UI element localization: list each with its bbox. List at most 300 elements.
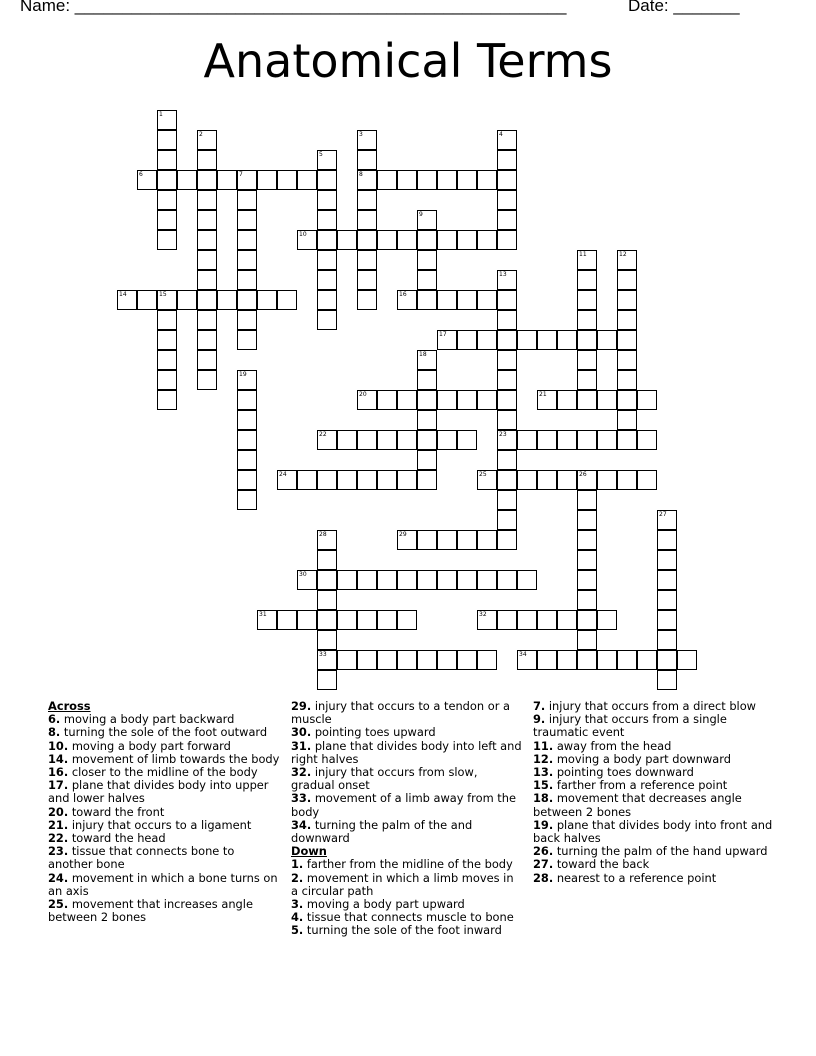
grid-cell[interactable]	[357, 210, 377, 230]
grid-cell[interactable]	[457, 330, 477, 350]
grid-cell[interactable]	[337, 230, 357, 250]
grid-cell[interactable]	[197, 190, 217, 210]
grid-cell[interactable]	[497, 530, 517, 550]
clue-number: 3.	[291, 897, 304, 912]
grid-cell[interactable]	[357, 290, 377, 310]
grid-cell[interactable]	[297, 610, 317, 630]
grid-cell[interactable]	[617, 290, 637, 310]
clue-number: 11.	[533, 738, 554, 753]
clue-text: pointing toes upward	[314, 725, 436, 740]
grid-cell[interactable]	[537, 430, 557, 450]
clue-text: injury that occurs from a single traumatic event	[533, 712, 727, 740]
clue-item	[291, 792, 523, 818]
grid-cell[interactable]	[337, 430, 357, 450]
grid-cell[interactable]	[477, 530, 497, 550]
grid-cell[interactable]	[517, 430, 537, 450]
down-clue-list-continued	[533, 700, 773, 885]
clue-item	[48, 845, 280, 871]
grid-cell[interactable]	[617, 470, 637, 490]
clue-text: movement that increases angle between 2 bones	[48, 897, 253, 925]
grid-cell[interactable]	[417, 250, 437, 270]
grid-cell[interactable]	[437, 390, 457, 410]
grid-cell[interactable]	[617, 350, 637, 370]
grid-cell[interactable]	[417, 370, 437, 390]
grid-cell[interactable]	[497, 350, 517, 370]
grid-cell[interactable]	[637, 430, 657, 450]
clue-text: moving a body part forward	[71, 738, 231, 753]
grid-cell[interactable]	[177, 170, 197, 190]
clue-number: 34.	[291, 817, 312, 832]
grid-cell[interactable]	[237, 410, 257, 430]
clue-item	[533, 819, 773, 845]
grid-cell[interactable]	[497, 170, 517, 190]
grid-cell[interactable]	[197, 250, 217, 270]
grid-cell[interactable]	[397, 170, 417, 190]
grid-cell[interactable]	[277, 610, 297, 630]
grid-cell[interactable]	[597, 430, 617, 450]
grid-cell[interactable]	[157, 350, 177, 370]
grid-cell[interactable]	[617, 270, 637, 290]
clue-number-label: 12	[619, 251, 627, 258]
across-clue-list	[48, 713, 280, 924]
clue-text: tissue that connects muscle to bone	[306, 910, 514, 925]
grid-cell[interactable]	[457, 570, 477, 590]
grid-cell[interactable]	[237, 290, 257, 310]
grid-cell[interactable]	[617, 650, 637, 670]
grid-cell[interactable]	[357, 230, 377, 250]
clue-number-label: 14	[119, 291, 127, 298]
grid-cell[interactable]	[197, 290, 217, 310]
grid-cell[interactable]	[497, 390, 517, 410]
clue-number-label: 18	[419, 351, 427, 358]
grid-cell[interactable]	[657, 610, 677, 630]
grid-cell[interactable]	[537, 650, 557, 670]
clue-number-label: 17	[439, 331, 447, 338]
clue-number: 21.	[48, 817, 69, 832]
grid-cell[interactable]	[157, 330, 177, 350]
grid-cell[interactable]	[577, 550, 597, 570]
grid-cell[interactable]	[357, 470, 377, 490]
grid-cell[interactable]	[497, 570, 517, 590]
clue-number-label: 10	[299, 231, 307, 238]
clue-text: farther from a reference point	[556, 778, 728, 793]
clue-number: 6.	[48, 712, 61, 727]
grid-cell[interactable]	[557, 610, 577, 630]
grid-cell[interactable]	[277, 290, 297, 310]
grid-cell[interactable]	[397, 390, 417, 410]
grid-cell[interactable]	[497, 310, 517, 330]
grid-cell[interactable]	[617, 390, 637, 410]
grid-cell[interactable]	[417, 410, 437, 430]
clue-number: 2.	[291, 870, 304, 885]
grid-cell[interactable]	[157, 170, 177, 190]
grid-cell[interactable]	[657, 570, 677, 590]
grid-cell[interactable]	[557, 650, 577, 670]
grid-cell[interactable]	[617, 310, 637, 330]
grid-cell[interactable]	[417, 570, 437, 590]
clue-number: 33.	[291, 791, 312, 806]
grid-cell[interactable]	[397, 430, 417, 450]
grid-cell[interactable]	[597, 330, 617, 350]
grid-cell[interactable]	[157, 370, 177, 390]
grid-cell[interactable]	[437, 230, 457, 250]
clue-number: 14.	[48, 751, 69, 766]
grid-cell[interactable]	[197, 330, 217, 350]
grid-cell[interactable]	[197, 350, 217, 370]
grid-cell[interactable]	[657, 550, 677, 570]
grid-cell[interactable]	[677, 650, 697, 670]
grid-cell[interactable]	[397, 230, 417, 250]
clue-number-label: 8	[359, 171, 363, 178]
grid-cell[interactable]	[557, 390, 577, 410]
grid-cell[interactable]	[597, 610, 617, 630]
grid-cell[interactable]	[657, 590, 677, 610]
grid-cell[interactable]	[457, 170, 477, 190]
clue-text: tissue that connects bone to another bone	[48, 844, 235, 872]
grid-cell[interactable]	[357, 150, 377, 170]
grid-cell[interactable]	[177, 290, 197, 310]
grid-cell[interactable]	[197, 170, 217, 190]
grid-cell[interactable]	[637, 390, 657, 410]
grid-cell[interactable]	[457, 230, 477, 250]
grid-cell[interactable]	[537, 470, 557, 490]
clue-number: 16.	[48, 765, 69, 780]
grid-cell[interactable]	[317, 210, 337, 230]
grid-cell[interactable]	[137, 290, 157, 310]
grid-cell[interactable]	[497, 490, 517, 510]
down-heading: Down	[291, 844, 327, 859]
grid-cell[interactable]	[357, 250, 377, 270]
grid-cell[interactable]	[237, 490, 257, 510]
grid-cell[interactable]	[557, 470, 577, 490]
clue-number-label: 21	[539, 391, 547, 398]
across-heading: Across	[48, 699, 91, 713]
clue-number: 32.	[291, 765, 312, 780]
grid-cell[interactable]	[397, 650, 417, 670]
clue-text: toward the back	[556, 857, 650, 872]
grid-cell[interactable]	[617, 430, 637, 450]
grid-cell[interactable]	[377, 430, 397, 450]
clue-number: 8.	[48, 725, 61, 740]
grid-cell[interactable]	[237, 230, 257, 250]
grid-cell[interactable]	[237, 270, 257, 290]
clue-number-label: 5	[319, 151, 323, 158]
grid-cell[interactable]	[217, 170, 237, 190]
clue-number: 10.	[48, 738, 69, 753]
grid-cell[interactable]	[237, 210, 257, 230]
clue-text: movement in which a limb moves in a circular path	[291, 870, 514, 898]
grid-cell[interactable]	[197, 210, 217, 230]
grid-cell[interactable]	[317, 630, 337, 650]
grid-cell[interactable]	[497, 150, 517, 170]
grid-cell[interactable]	[317, 230, 337, 250]
clue-number: 20.	[48, 804, 69, 819]
grid-cell[interactable]	[417, 170, 437, 190]
grid-cell[interactable]	[577, 630, 597, 650]
grid-cell[interactable]	[157, 230, 177, 250]
grid-cell[interactable]	[437, 650, 457, 670]
clue-text: turning the sole of the foot outward	[63, 725, 268, 740]
grid-cell[interactable]	[497, 610, 517, 630]
grid-cell[interactable]	[497, 370, 517, 390]
grid-cell[interactable]	[317, 270, 337, 290]
grid-cell[interactable]	[657, 650, 677, 670]
grid-cell[interactable]	[657, 530, 677, 550]
grid-cell[interactable]	[577, 370, 597, 390]
clue-number-label: 19	[239, 371, 247, 378]
down-clue-list	[291, 858, 523, 937]
grid-cell[interactable]	[477, 330, 497, 350]
clue-text: injury that occurs from slow, gradual onset	[291, 765, 478, 793]
grid-cell[interactable]	[457, 430, 477, 450]
grid-cell[interactable]	[637, 470, 657, 490]
grid-cell[interactable]	[197, 310, 217, 330]
grid-cell[interactable]	[497, 230, 517, 250]
grid-cell[interactable]	[537, 610, 557, 630]
grid-cell[interactable]	[397, 470, 417, 490]
clue-number: 7.	[533, 699, 546, 713]
grid-cell[interactable]	[317, 290, 337, 310]
grid-cell[interactable]	[237, 430, 257, 450]
grid-cell[interactable]	[157, 190, 177, 210]
grid-cell[interactable]	[437, 290, 457, 310]
clue-number: 1.	[291, 857, 304, 872]
grid-cell[interactable]	[497, 450, 517, 470]
grid-cell[interactable]	[497, 330, 517, 350]
grid-cell[interactable]	[237, 390, 257, 410]
grid-cell[interactable]	[517, 570, 537, 590]
grid-cell[interactable]	[517, 610, 537, 630]
grid-cell[interactable]	[617, 330, 637, 350]
grid-cell[interactable]	[477, 170, 497, 190]
clue-number-label: 33	[319, 651, 327, 658]
grid-cell[interactable]	[337, 570, 357, 590]
grid-cell[interactable]	[577, 310, 597, 330]
grid-cell[interactable]	[417, 450, 437, 470]
grid-cell[interactable]	[437, 170, 457, 190]
grid-cell[interactable]	[437, 570, 457, 590]
grid-cell[interactable]	[237, 250, 257, 270]
grid-cell[interactable]	[237, 330, 257, 350]
grid-cell[interactable]	[637, 650, 657, 670]
grid-cell[interactable]	[317, 610, 337, 630]
grid-cell[interactable]	[457, 390, 477, 410]
clue-number-label: 1	[159, 111, 163, 118]
grid-cell[interactable]	[497, 210, 517, 230]
grid-cell[interactable]	[237, 190, 257, 210]
across-clue-column	[48, 700, 280, 924]
grid-cell[interactable]	[377, 650, 397, 670]
clue-text: movement in which a bone turns on an axis	[48, 870, 278, 898]
grid-cell[interactable]	[477, 390, 497, 410]
clue-text: nearest to a reference point	[556, 870, 717, 885]
grid-cell[interactable]	[597, 650, 617, 670]
grid-cell[interactable]	[317, 550, 337, 570]
grid-cell[interactable]	[317, 590, 337, 610]
grid-cell[interactable]	[377, 610, 397, 630]
grid-cell[interactable]	[457, 650, 477, 670]
clue-number-label: 22	[319, 431, 327, 438]
clue-number: 30.	[291, 725, 312, 740]
grid-cell[interactable]	[497, 290, 517, 310]
grid-cell[interactable]	[577, 270, 597, 290]
grid-cell[interactable]	[417, 650, 437, 670]
grid-cell[interactable]	[417, 290, 437, 310]
grid-cell[interactable]	[257, 170, 277, 190]
grid-cell[interactable]	[577, 330, 597, 350]
grid-cell[interactable]	[657, 670, 677, 690]
clue-text: plane that divides body into front and back halves	[533, 817, 773, 846]
grid-cell[interactable]	[317, 570, 337, 590]
grid-cell[interactable]	[417, 470, 437, 490]
clue-text: injury that occurs to a ligament	[71, 817, 252, 832]
grid-cell[interactable]	[197, 150, 217, 170]
grid-cell[interactable]	[517, 470, 537, 490]
grid-cell[interactable]	[417, 390, 437, 410]
clue-text: toward the head	[71, 831, 166, 846]
grid-cell[interactable]	[617, 410, 637, 430]
clue-number-label: 20	[359, 391, 367, 398]
clue-text: farther from the midline of the body	[306, 857, 513, 872]
clue-item	[533, 792, 773, 818]
clue-text: turning the sole of the foot inward	[306, 923, 502, 938]
grid-cell[interactable]	[377, 570, 397, 590]
grid-cell[interactable]	[577, 610, 597, 630]
grid-cell[interactable]	[577, 530, 597, 550]
clue-number: 22.	[48, 831, 69, 846]
grid-cell[interactable]	[617, 370, 637, 390]
grid-cell[interactable]	[377, 230, 397, 250]
grid-cell[interactable]	[497, 190, 517, 210]
clue-number-label: 6	[139, 171, 143, 178]
grid-cell[interactable]	[197, 230, 217, 250]
clue-number-label: 11	[579, 251, 587, 258]
grid-cell[interactable]	[457, 530, 477, 550]
grid-cell[interactable]	[477, 230, 497, 250]
grid-cell[interactable]	[317, 190, 337, 210]
across-clue-list-continued	[291, 700, 523, 845]
grid-cell[interactable]	[577, 490, 597, 510]
grid-cell[interactable]	[577, 430, 597, 450]
grid-cell[interactable]	[497, 470, 517, 490]
grid-cell[interactable]	[297, 170, 317, 190]
clue-number: 4.	[291, 910, 304, 925]
clue-item	[291, 766, 523, 792]
grid-cell[interactable]	[577, 590, 597, 610]
grid-cell[interactable]	[597, 470, 617, 490]
clue-text: moving a body part downward	[556, 751, 731, 766]
grid-cell[interactable]	[377, 470, 397, 490]
grid-cell[interactable]	[417, 230, 437, 250]
clue-text: moving a body part backward	[63, 712, 235, 727]
grid-cell[interactable]	[237, 310, 257, 330]
grid-cell[interactable]	[437, 430, 457, 450]
clue-number-label: 4	[499, 131, 503, 138]
grid-cell[interactable]	[577, 390, 597, 410]
grid-cell[interactable]	[357, 650, 377, 670]
grid-cell[interactable]	[317, 670, 337, 690]
grid-cell[interactable]	[157, 390, 177, 410]
grid-cell[interactable]	[157, 210, 177, 230]
grid-cell[interactable]	[557, 430, 577, 450]
grid-cell[interactable]	[397, 570, 417, 590]
grid-cell[interactable]	[317, 310, 337, 330]
clue-number-label: 15	[159, 291, 167, 298]
grid-cell[interactable]	[437, 530, 457, 550]
grid-cell[interactable]	[337, 470, 357, 490]
grid-cell[interactable]	[297, 470, 317, 490]
grid-cell[interactable]	[417, 430, 437, 450]
grid-cell[interactable]	[317, 170, 337, 190]
grid-cell[interactable]	[357, 570, 377, 590]
clue-text: away from the head	[556, 738, 672, 753]
grid-cell[interactable]	[357, 190, 377, 210]
grid-cell[interactable]	[397, 610, 417, 630]
grid-cell[interactable]	[497, 410, 517, 430]
grid-cell[interactable]	[277, 170, 297, 190]
grid-cell[interactable]	[197, 370, 217, 390]
clue-number-label: 31	[259, 611, 267, 618]
grid-cell[interactable]	[197, 270, 217, 290]
grid-cell[interactable]	[377, 170, 397, 190]
grid-cell[interactable]	[477, 290, 497, 310]
grid-cell[interactable]	[577, 510, 597, 530]
grid-cell[interactable]	[357, 430, 377, 450]
grid-cell[interactable]	[217, 290, 237, 310]
grid-cell[interactable]	[357, 610, 377, 630]
clue-item	[533, 713, 773, 739]
grid-cell[interactable]	[537, 330, 557, 350]
grid-cell[interactable]	[577, 290, 597, 310]
grid-cell[interactable]	[237, 450, 257, 470]
grid-cell[interactable]	[357, 270, 377, 290]
name-field-label[interactable]: Name: ____________________________________________________	[20, 0, 567, 15]
grid-cell[interactable]	[577, 570, 597, 590]
grid-cell[interactable]	[497, 510, 517, 530]
grid-cell[interactable]	[557, 330, 577, 350]
clue-text: plane that divides body into upper and lower halves	[48, 778, 269, 806]
clue-text: closer to the midline of the body	[71, 765, 258, 780]
grid-cell[interactable]	[317, 470, 337, 490]
grid-cell[interactable]	[477, 570, 497, 590]
grid-cell[interactable]	[157, 150, 177, 170]
grid-cell[interactable]	[577, 350, 597, 370]
grid-cell[interactable]	[597, 390, 617, 410]
clue-item	[291, 872, 523, 898]
grid-cell[interactable]	[477, 650, 497, 670]
date-field-label[interactable]: Date: _______	[628, 0, 740, 15]
grid-cell[interactable]	[317, 250, 337, 270]
clue-number: 9.	[533, 712, 546, 727]
clue-text: turning the palm of the and downward	[291, 817, 473, 846]
grid-cell[interactable]	[157, 310, 177, 330]
grid-cell[interactable]	[337, 650, 357, 670]
clue-number-label: 27	[659, 511, 667, 518]
grid-cell[interactable]	[417, 270, 437, 290]
grid-cell[interactable]	[517, 330, 537, 350]
grid-cell[interactable]	[577, 650, 597, 670]
grid-cell[interactable]	[257, 290, 277, 310]
grid-cell[interactable]	[657, 630, 677, 650]
mixed-clue-column	[291, 700, 523, 938]
grid-cell[interactable]	[417, 530, 437, 550]
grid-cell[interactable]	[457, 290, 477, 310]
grid-cell[interactable]	[237, 470, 257, 490]
grid-cell[interactable]	[337, 610, 357, 630]
clue-number: 17.	[48, 778, 69, 793]
grid-cell[interactable]	[377, 390, 397, 410]
grid-cell[interactable]	[157, 130, 177, 150]
